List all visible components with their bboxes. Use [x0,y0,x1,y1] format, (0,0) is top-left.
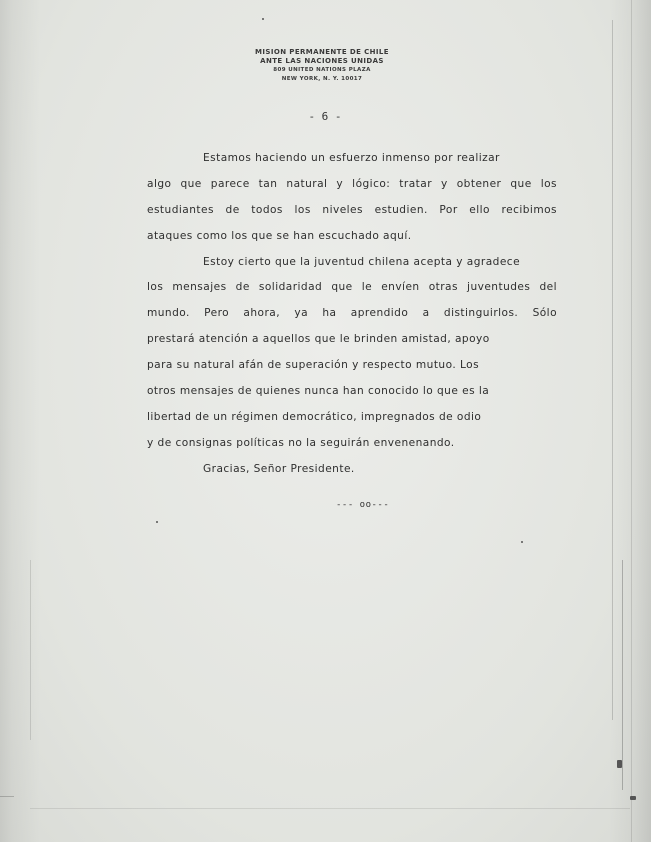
text-line: mundo. Pero ahora, ya ha aprendido a distinguirlos. Sólo [147,307,557,320]
text-line: Gracias, Señor Presidente. [203,462,355,475]
scan-artifact-line [30,560,31,740]
letterhead-organization: MISION PERMANENTE DE CHILE [255,48,389,56]
page-number: - 6 - [308,110,342,123]
scan-edge-right [609,0,651,842]
scan-artifact-line [622,560,623,790]
scan-artifact-line [30,808,630,809]
scan-edge-left [0,0,40,842]
closing-mark: --- oo--- [336,500,390,510]
text-line: estudiantes de todos los niveles estudien. Por ello recibimos [147,203,557,216]
scan-artifact-line [631,0,632,842]
text-line: libertad de un régimen democrático, impregnados de odio [147,410,482,423]
text-line: prestará atención a aquellos que le brinden amistad, apoyo [147,333,490,346]
letterhead-address: 809 UNITED NATIONS PLAZA [273,67,371,73]
scan-speck [521,541,523,543]
scan-speck [156,521,158,523]
letterhead-subtitle: ANTE LAS NACIONES UNIDAS [260,57,384,65]
text-line: y de consignas políticas no la seguirán envenenando. [147,436,455,449]
scan-speck [262,18,264,20]
text-line: otros mensajes de quienes nunca han conocido lo que es la [147,385,490,398]
scan-speck [630,796,636,800]
text-line: ataques como los que se han escuchado aquí. [147,229,412,242]
text-line: Estoy cierto que la juventud chilena acepta y agradece [203,255,521,268]
letterhead-city: NEW YORK, N. Y. 10017 [281,76,363,82]
text-line: algo que parece tan natural y lógico: tratar y obtener que los [147,177,557,190]
text-line: los mensajes de solidaridad que le envíen otras juventudes del [147,281,557,294]
text-line: Estamos haciendo un esfuerzo inmenso por realizar [203,152,500,164]
scan-speck [617,760,622,768]
text-line: para su natural afán de superación y respecto mutuo. Los [147,359,480,372]
scan-artifact-line [612,20,613,720]
scan-artifact-line [0,796,14,797]
body-text [147,146,557,483]
letterhead [200,48,444,84]
